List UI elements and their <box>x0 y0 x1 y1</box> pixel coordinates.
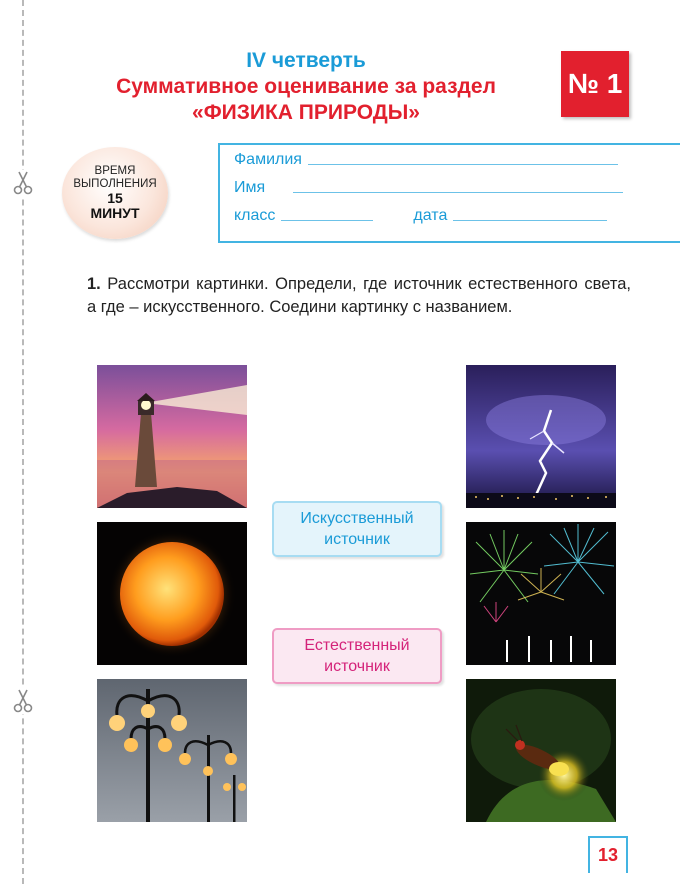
sun-image[interactable] <box>97 522 247 665</box>
surname-field[interactable] <box>308 164 618 165</box>
time-badge <box>62 147 168 239</box>
grade-date-row <box>234 207 607 225</box>
surname-label: Фамилия <box>234 151 302 168</box>
assessment-title: Суммативное оценивание за раздел <box>116 75 496 98</box>
task-instruction <box>87 273 631 319</box>
grade-label: класс <box>234 207 276 224</box>
scissors-icon <box>10 170 36 196</box>
quarter-title: IV четверть <box>246 49 366 72</box>
scissors-icon <box>10 688 36 714</box>
task-text: Рассмотри картинки. Определи, где источник естественного света, а где – искусственного. Соедини картинку с названием. <box>87 275 631 316</box>
lightning-image[interactable] <box>466 365 616 508</box>
fireworks-image[interactable] <box>466 522 616 665</box>
cut-line <box>22 0 24 884</box>
date-label: дата <box>413 207 448 224</box>
street-lamps-image[interactable] <box>97 679 247 822</box>
time-value: 15 <box>107 190 123 206</box>
number-badge: № 1 <box>561 51 629 117</box>
date-field[interactable] <box>453 220 607 221</box>
time-label-2: ВЫПОЛНЕНИЯ <box>73 178 157 190</box>
grade-field[interactable] <box>281 220 373 221</box>
student-info-form <box>218 143 680 243</box>
natural-label-line2: источник <box>324 658 390 675</box>
name-label: Имя <box>234 179 266 196</box>
natural-source-label[interactable] <box>272 628 442 684</box>
lighthouse-image[interactable] <box>97 365 247 508</box>
artificial-label-line2: источник <box>324 531 390 548</box>
artificial-label-line1: Искусственный <box>300 510 414 527</box>
task-number: 1. <box>87 275 101 293</box>
name-field[interactable] <box>293 192 623 193</box>
time-label-1: ВРЕМЯ <box>94 165 136 177</box>
surname-row <box>234 151 618 169</box>
natural-label-line1: Естественный <box>304 637 410 654</box>
section-title: «ФИЗИКА ПРИРОДЫ» <box>192 101 420 124</box>
time-unit: МИНУТ <box>90 205 140 221</box>
page-header <box>100 48 512 126</box>
firefly-image[interactable] <box>466 679 616 822</box>
page-number: 13 <box>588 836 628 873</box>
name-row <box>234 179 623 197</box>
artificial-source-label[interactable] <box>272 501 442 557</box>
